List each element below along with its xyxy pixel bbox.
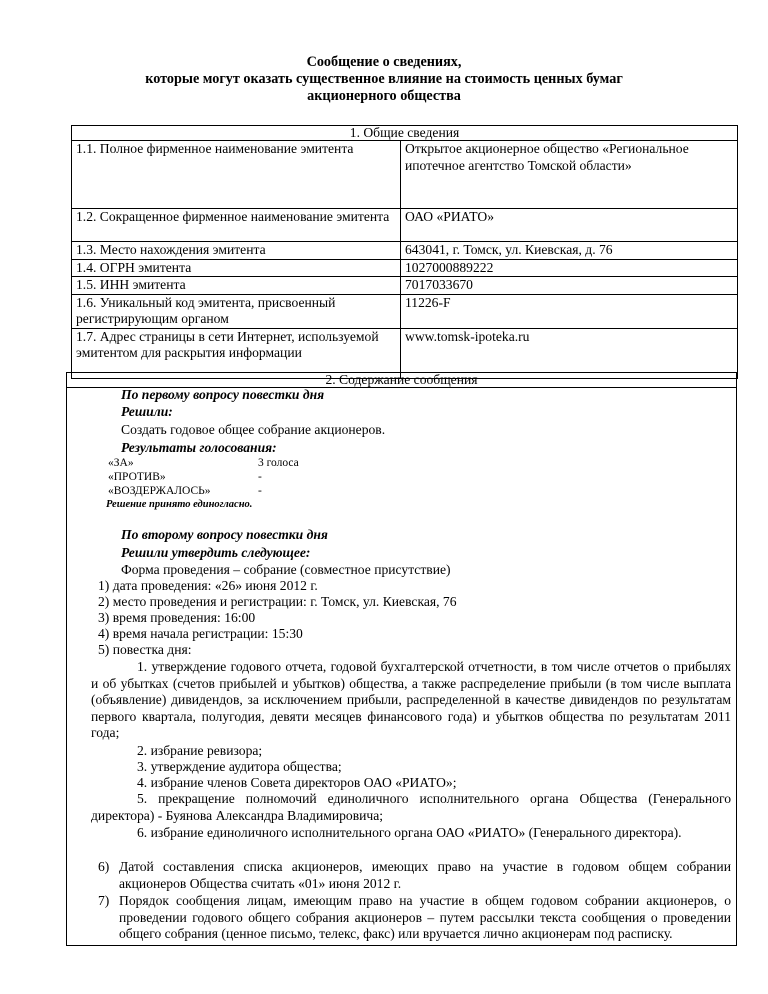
- title-line-3: акционерного общества: [307, 88, 461, 104]
- row-value: 7017033670: [401, 277, 738, 295]
- table-row: [72, 277, 738, 295]
- table-row: [72, 294, 738, 328]
- q2-item-6-number: 6): [98, 859, 110, 874]
- row-label: 1.2. Сокращенное фирменное наименование эмитента: [72, 209, 401, 242]
- agenda-item-4: 4. избрание членов Совета директоров ОАО «РИАТО»;: [137, 775, 457, 790]
- q2-item-7: Порядок сообщения лицам, имеющим право на участие в общем годовом собрании акционеров, о проведении годового общего собрания акционеров – путем рассылки текста сообщения о проведении общего собрания (ценное письмо, телекс, факс) или вручается лично акционерам под расписку.: [119, 893, 731, 942]
- general-info-table: [71, 125, 738, 379]
- title-line-1: Сообщение о сведениях,: [306, 54, 462, 70]
- q2-item-6-block: [119, 859, 731, 892]
- agenda-list: [91, 659, 731, 742]
- row-label: 1.1. Полное фирменное наименование эмитента: [72, 141, 401, 209]
- q2-decided: Решили утвердить следующее:: [121, 545, 311, 560]
- table-row: [72, 259, 738, 277]
- agenda-item-2: 2. избрание ревизора;: [137, 743, 263, 758]
- row-value: ОАО «РИАТО»: [401, 209, 738, 242]
- agenda-block-5: [91, 791, 731, 824]
- q2-item-7-number: 7): [98, 893, 110, 908]
- q2-item-5: 5) повестка дня:: [98, 642, 192, 657]
- q1-heading: По первому вопросу повестки дня: [121, 387, 325, 402]
- q2-item-3: 3) время проведения: 16:00: [98, 610, 256, 625]
- row-value: 11226-F: [401, 294, 738, 328]
- q2-form: Форма проведения – собрание (совместное присутствие): [121, 562, 451, 577]
- row-value: www.tomsk-ipoteka.ru: [401, 328, 738, 378]
- table-row: [72, 209, 738, 242]
- q1-decided: Решили:: [121, 404, 173, 419]
- vote-value-abstain: -: [258, 485, 262, 497]
- row-label: 1.6. Уникальный код эмитента, присвоенный регистрирующим органом: [72, 294, 401, 328]
- row-value: Открытое акционерное общество «Региональное ипотечное агентство Томской области»: [401, 141, 738, 209]
- q2-item-4: 4) время начала регистрации: 15:30: [98, 626, 303, 641]
- vote-label-against: «ПРОТИВ»: [108, 471, 166, 483]
- table-row: [72, 141, 738, 209]
- q2-item-6: Датой составления списка акционеров, имеющих право на участие в годовом общем собрании акционеров Общества считать «01» июня 2012 г.: [119, 859, 731, 891]
- q2-item-7-block: [119, 893, 731, 943]
- row-label: 1.5. ИНН эмитента: [72, 277, 401, 295]
- q1-decision: Создать годовое общее собрание акционеров.: [121, 422, 386, 437]
- agenda-item-3: 3. утверждение аудитора общества;: [137, 759, 342, 774]
- vote-label-abstain: «ВОЗДЕРЖАЛОСЬ»: [108, 485, 211, 497]
- agenda-block-6: [91, 825, 731, 842]
- row-value: 1027000889222: [401, 259, 738, 277]
- content-header: 2. Содержание сообщения: [67, 373, 736, 388]
- vote-value-against: -: [258, 471, 262, 483]
- title-line-2: которые могут оказать существенное влияние на стоимость ценных бумаг: [145, 71, 623, 87]
- q2-item-2: 2) место проведения и регистрации: г. Томск, ул. Киевская, 76: [98, 594, 457, 609]
- row-label: 1.4. ОГРН эмитента: [72, 259, 401, 277]
- q2-heading: По второму вопросу повестки дня: [121, 527, 328, 542]
- q1-unanimous: Решение принято единогласно.: [106, 499, 253, 510]
- row-label: 1.7. Адрес страницы в сети Интернет, используемой эмитентом для раскрытия информации: [72, 328, 401, 378]
- agenda-item-1: 1. утверждение годового отчета, годовой бухгалтерской отчетности, в том числе отчетов о прибылях и об убытках (счетов прибылей и убытков) общества, а также распределение прибыли (в том числе выплата (объявление) дивидендов, за исключением прибыли, распределенной в качестве дивидендов по результатам первого квартала, полугодия, девяти месяцев финансового года) и убытков общества по результатам 2011 года;: [91, 659, 731, 741]
- row-label: 1.3. Место нахождения эмитента: [72, 242, 401, 260]
- agenda-item-5: 5. прекращение полномочий единоличного исполнительного органа Общества (Генерального директора) - Буянова Александра Владимировича;: [91, 791, 731, 823]
- vote-label-for: «ЗА»: [108, 457, 134, 469]
- agenda-item-6: 6. избрание единоличного исполнительного органа ОАО «РИАТО» (Генерального директора).: [137, 825, 682, 840]
- document-title: [0, 54, 768, 105]
- vote-value-for: 3 голоса: [258, 457, 299, 469]
- q2-item-1: 1) дата проведения: «26» июня 2012 г.: [98, 578, 318, 593]
- q1-results-heading: Результаты голосования:: [121, 440, 277, 455]
- general-info-header: 1. Общие сведения: [72, 126, 738, 141]
- row-value: 643041, г. Томск, ул. Киевская, д. 76: [401, 242, 738, 260]
- table-row: [72, 242, 738, 260]
- table-row: [72, 328, 738, 378]
